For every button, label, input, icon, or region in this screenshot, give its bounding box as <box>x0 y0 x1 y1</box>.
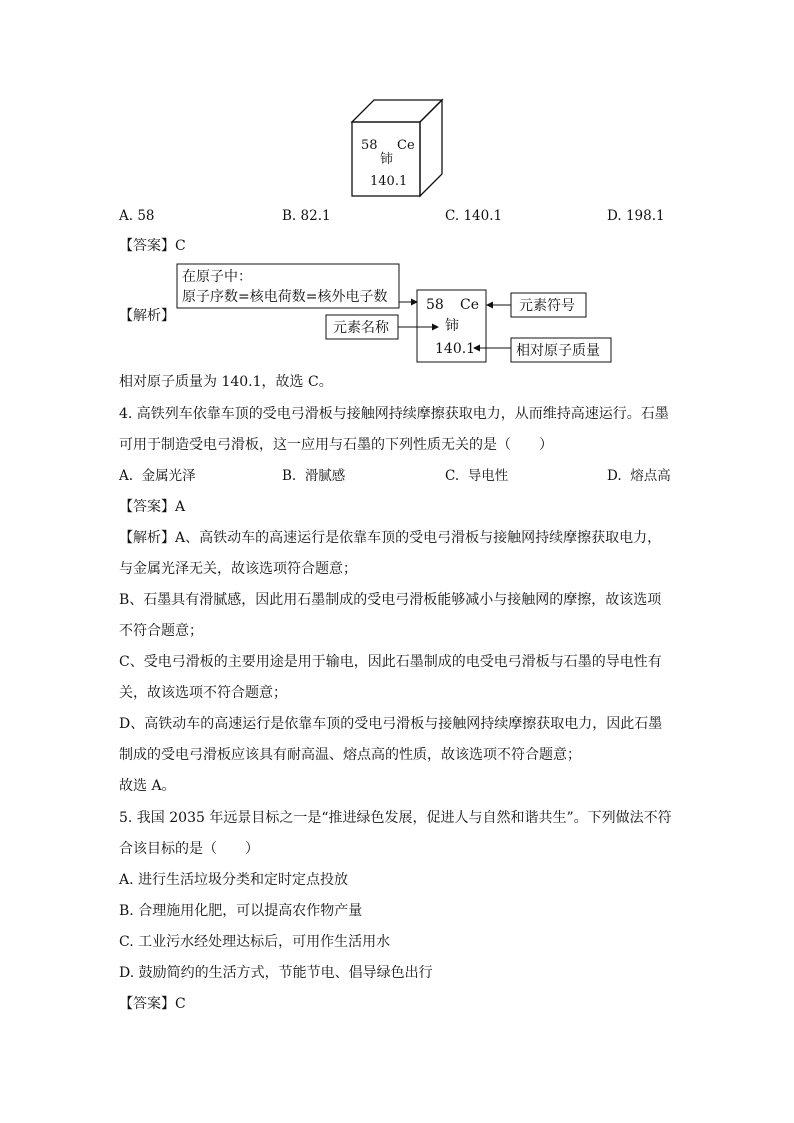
relative-mass-label: 相对原子质量 <box>516 343 600 359</box>
cerium-cube-figure <box>348 98 444 198</box>
q4-analysis-line: C、受电弓滑板的主要用途是用于输电，因此石墨制成的电受电弓滑板与石墨的导电性有 <box>119 654 662 670</box>
q5-option-a: A. 进行生活垃圾分类和定时定点投放 <box>119 872 349 888</box>
q4-analysis-line: 故选 A。 <box>119 778 176 794</box>
q4-analysis-line: D、高铁动车的高速运行是依靠车顶的受电弓滑板与接触网持续摩擦获取电力，因此石墨 <box>119 716 663 732</box>
q5-option-d: D. 鼓励简约的生活方式，节能节电、倡导绿色出行 <box>119 965 433 981</box>
q4-analysis-line: 不符合题意； <box>119 623 203 639</box>
q4-option-d: D. 熔点高 <box>607 468 671 484</box>
q3-option-a: A. 58 <box>119 208 155 224</box>
q3-option-b: B. 82.1 <box>282 208 331 224</box>
cell-number: 58 <box>426 297 444 313</box>
cell-symbol: Ce <box>460 297 479 313</box>
q3-option-d: D. 198.1 <box>607 208 665 224</box>
q4-stem-line-2: 可用于制造受电弓滑板，这一应用与石墨的下列性质无关的是（ ） <box>119 437 553 453</box>
q5-stem-line-2: 合该目标的是（ ） <box>119 841 259 857</box>
cell-element-name: 铈 <box>445 318 459 334</box>
q4-answer: 【答案】A <box>119 499 186 515</box>
cell-mass: 140.1 <box>435 341 476 357</box>
q5-option-b: B. 合理施用化肥，可以提高农作物产量 <box>119 903 363 919</box>
q5-answer: 【答案】C <box>119 996 186 1012</box>
q4-option-c: C. 导电性 <box>445 468 509 484</box>
q5-option-c: C. 工业污水经处理达标后，可用作生活用水 <box>119 934 391 950</box>
q4-stem-line-1: 4. 高铁列车依靠车顶的受电弓滑板与接触网持续摩擦获取电力，从而维持高速运行。石墨 <box>119 406 669 422</box>
element-cell-diagram <box>176 262 616 366</box>
q5-stem-line-1: 5. 我国 2035 年远景目标之一是“推进绿色发展，促进人与自然和谐共生”。下列做法不符 <box>119 810 672 826</box>
q4-option-a: A. 金属光泽 <box>119 468 196 484</box>
q4-option-b: B. 滑腻感 <box>282 468 346 484</box>
q3-conclusion: 相对原子质量为 140.1，故选 C。 <box>119 374 333 390</box>
element-symbol-label: 元素符号 <box>519 298 575 314</box>
rule-line-1: 在原子中： <box>182 269 252 285</box>
q4-analysis-line: 【解析】A、高铁动车的高速运行是依靠车顶的受电弓滑板与接触网持续摩擦获取电力， <box>119 530 662 546</box>
cube-symbol: Ce <box>397 138 415 153</box>
element-name-label: 元素名称 <box>333 320 389 336</box>
q4-analysis-line: B、石墨具有滑腻感，因此用石墨制成的受电弓滑板能够减小与接触网的摩擦，故该选项 <box>119 592 662 608</box>
q4-analysis-line: 制成的受电弓滑板应该具有耐高温、熔点高的性质，故该选项不符合题意； <box>119 747 581 763</box>
q4-analysis-line: 与金属光泽无关，故该选项符合题意； <box>119 561 357 577</box>
cube-number: 58 <box>361 138 378 153</box>
cube-mass: 140.1 <box>370 174 408 189</box>
q3-answer: 【答案】C <box>119 238 186 254</box>
q3-option-c: C. 140.1 <box>445 208 503 224</box>
q4-analysis-line: 关，故该选项不符合题意； <box>119 685 287 701</box>
rule-line-2: 原子序数=核电荷数=核外电子数 <box>182 289 388 305</box>
q3-analysis-label: 【解析】 <box>119 308 175 324</box>
cube-element-name: 铈 <box>380 152 394 167</box>
